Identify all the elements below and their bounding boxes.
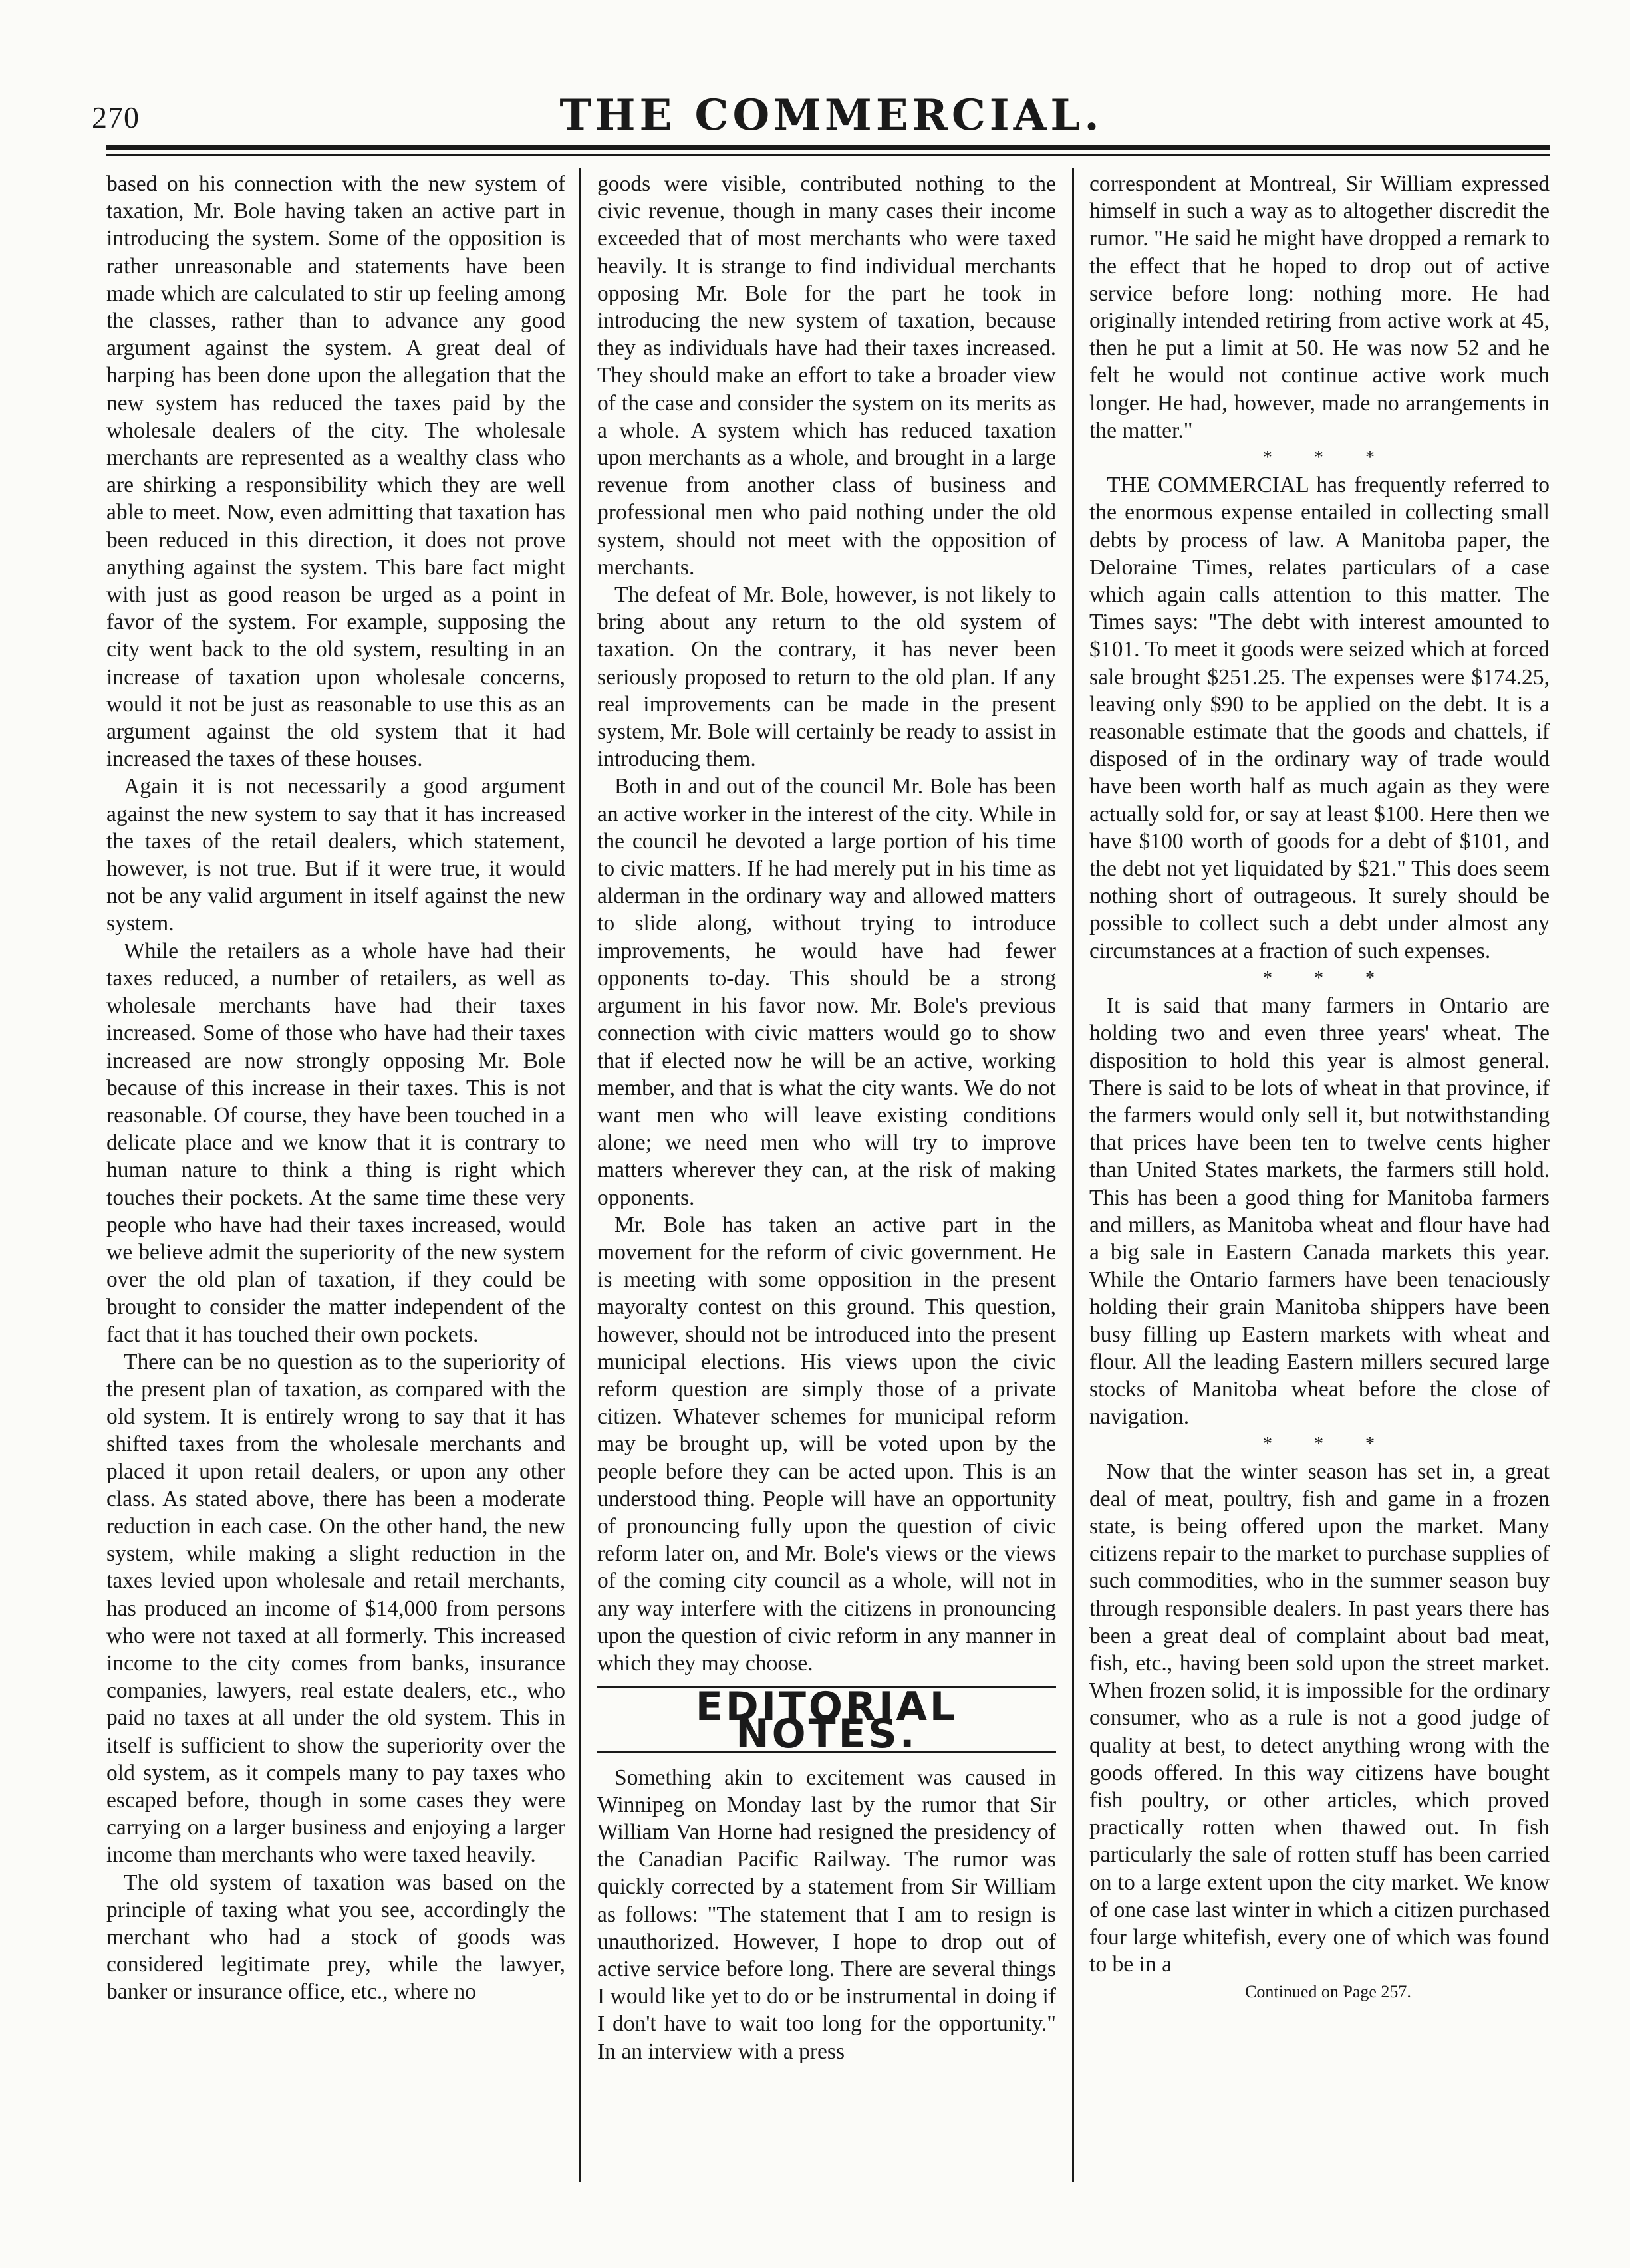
section-ornament: * * * bbox=[1263, 447, 1393, 469]
continued-notice: Continued on Page 257. bbox=[1245, 1982, 1411, 2002]
column-3 bbox=[1089, 170, 1550, 2218]
header-rule-thick bbox=[106, 145, 1550, 150]
article-paragraph: Both in and out of the council Mr. Bole has been an active worker in the interest of the city. While in the council he devoted a large portion of his time to civic matters. If he had merely put in his time as alderman in the ordinary way and allowed matters to slide along, without trying to introduce improvements, he would have had fewer opponents to-day. This should be a strong argument in his favor now. Mr. Bole's previous connection with civic matters would go to show that if elected now he will be an active, working member, and that is what the city wants. We do not want men who will leave existing conditions alone; we need men who will try to improve matters wherever they can, at the risk of making opponents. bbox=[597, 774, 1056, 1210]
column-divider bbox=[579, 168, 581, 2182]
article-paragraph: While the retailers as a whole have had their taxes reduced, a number of retailers, as well as wholesale merchants have had their taxes increased. Some of those who have had their taxes increased are now strongly opposing Mr. Bole because of this increase in their taxes. This is not reasonable. Of course, they have been touched in a delicate place and we know that it is contrary to human nature to think a thing is right which touches their pockets. At the same time these very people who have had their taxes increased, would we believe admit the superiority of the new system over the old plan of taxation, if they could be brought to consider the matter independent of the fact that it has touched their own pockets. bbox=[106, 938, 565, 1347]
column-divider bbox=[1072, 168, 1074, 2182]
article-paragraph: based on his connection with the new system of taxation, Mr. Bole having taken an active part in introducing the system. Some of the opposition is rather unreasonable and statements have been made which are calculated to stir up feeling among the classes, rather than to advance any good argument against the system. A great deal of harping has been done upon the allegation that the new system has reduced the taxes paid by the wholesale dealers of the city. The wholesale merchants are represented as a wealthy class who are shirking a responsibility which they are well able to meet. Now, even admitting that taxation has been reduced in this direction, it does not prove anything against the system. This bare fact might with just as good reason be urged as a point in favor of the system. For example, supposing the city went back to the old system, resulting in an increase of taxation upon wholesale concerns, would it not be just as reasonable to use this as an argument against the old system that it had increased the taxes of these houses. bbox=[106, 172, 565, 772]
article-paragraph: Mr. Bole has taken an active part in the movement for the reform of civic government. He is meeting with some opposition in the present mayoralty contest on this ground. This question, however, should not be introduced into the present municipal elections. His views upon the civic reform question are simply those of a private citizen. Whatever schemes for municipal reform may be brought up, will be voted upon by the people before they can be acted upon. This is an understood thing. People will have an opportunity of pronouncing fully upon the question of civic reform later on, and Mr. Bole's views or the views of the coming city council as a whole, will not in any way interfere with the citizens in pronouncing upon the question of civic reform in any manner in which they may choose. bbox=[597, 1212, 1056, 1676]
column-2 bbox=[597, 170, 1056, 2198]
article-paragraph: Now that the winter season has set in, a great deal of meat, poultry, fish and game in a frozen state, is being offered upon the market. Many citizens repair to the market to purchase supplies of such commodities, who in the summer season buy through responsible dealers. In past years there has been a great deal of complaint about bad meat, fish, etc., having been sold upon the street market. When frozen solid, it is impossible for the ordinary consumer, who as a rule is not a good judge of quality at best, to detect anything wrong with the goods offered. In this way citizens have bought fish poultry, or other articles, which proved practically rotten when thawed out. In fish particularly the sale of rotten stuff has been carried on to a large extent upon the city market. We know of one case last winter in which a citizen purchased four large whitefish, every one of which was found to be in a bbox=[1089, 1459, 1550, 1977]
editorial-notes-title: EDITORIAL NOTES. bbox=[597, 1686, 1056, 1753]
section-ornament: * * * bbox=[1263, 967, 1393, 989]
article-paragraph: correspondent at Montreal, Sir William expressed himself in such a way as to altogether discredit the rumor. "He said he might have dropped a remark to the effect that he hoped to drop out of active service before long: nothing more. He had originally intended retiring from active work at 45, then he put a limit at 50. He was now 52 and he felt he would not continue active work much longer. He had, however, made no arrangements in the matter." bbox=[1089, 172, 1550, 443]
article-paragraph: Something akin to excitement was caused in Winnipeg on Monday last by the rumor that Sir William Van Horne had resigned the presidency of the Canadian Pacific Railway. The rumor was quickly corrected by a statement from Sir William as follows: "The statement that I am to resign is unauthorized. However, I hope to drop out of active service before long. There are several things I would like yet to do or be instrumental in doing if I don't have to wait too long for the opportunity." In an interview with a press bbox=[597, 1765, 1056, 2064]
masthead-title: THE COMMERCIAL. bbox=[559, 90, 1103, 140]
article-paragraph: The old system of taxation was based on the principle of taxing what you see, accordingly the merchant who had a stock of goods was considered legitimate prey, while the lawyer, banker or insurance office, etc., where no bbox=[106, 1870, 565, 2005]
article-paragraph: Again it is not necessarily a good argument against the new system to say that it has increased the taxes of the retail dealers, which statement, however, is not true. But if it were true, it would not be any valid argument in itself against the new system. bbox=[106, 774, 565, 936]
section-ornament: * * * bbox=[1263, 1434, 1393, 1455]
article-paragraph: There can be no question as to the superiority of the present plan of taxation, as compared with the old system. It is entirely wrong to say that it has shifted taxes from the wholesale merchants and placed it upon retail dealers, or upon any other class. As stated above, there has been a moderate reduction in each case. On the other hand, the new system, while making a slight reduction in the taxes levied upon wholesale and retail merchants, has produced an income of $14,000 from persons who were not taxed at all formerly. This increased income to the city comes from banks, insurance companies, lawyers, real estate dealers, etc., who paid no taxes at all under the old system. This in itself is sufficient to show the superiority over the old system, as it compels many to pay taxes who escaped before, though in some cases they were carrying on a larger business and enjoying a larger income than merchants who were taxed heavily. bbox=[106, 1349, 565, 1868]
article-paragraph: goods were visible, contributed nothing to the civic revenue, though in many cases their income exceeded that of most merchants who were taxed heavily. It is strange to find individual merchants opposing Mr. Bole for the part he took in introducing the new system of taxation, because they as individuals have had their taxes increased. They should make an effort to take a broader view of the case and consider the system on its merits as a whole. A system which has reduced taxation upon merchants as a whole, and brought in a large revenue from another class of business and professional men who paid nothing under the old system, should not meet with the opposition of merchants. bbox=[597, 172, 1056, 580]
article-paragraph: It is said that many farmers in Ontario are holding two and even three years' wheat. The disposition to hold this year is almost general. There is said to be lots of wheat in that province, if the farmers would only sell it, but notwithstanding that prices have been ten to twelve cents higher than United States markets, the farmers still hold. This has been a good thing for Manitoba farmers and millers, as Manitoba wheat and flour have had a big sale in Eastern Canada markets this year. While the Ontario farmers have been tenaciously holding their grain Manitoba shippers have been busy filling up Eastern markets with wheat and flour. All the leading Eastern millers secured large stocks of Manitoba wheat before the close of navigation. bbox=[1089, 993, 1550, 1430]
header-rule-thin bbox=[106, 154, 1550, 156]
editorial-notes-heading bbox=[597, 1684, 1056, 1758]
page-number: 270 bbox=[92, 100, 140, 134]
article-paragraph: The defeat of Mr. Bole, however, is not likely to bring about any return to the old system of taxation. On the contrary, it has never been seriously proposed to return to the old plan. If any real improvements can be made in the present system, Mr. Bole will certainly be ready to assist in introducing them. bbox=[597, 582, 1056, 772]
article-paragraph: THE COMMERCIAL has frequently referred to the enormous expense entailed in collecting small debts by process of law. A Manitoba paper, the Deloraine Times, relates particulars of a case which again calls attention to this matter. The Times says: "The debt with interest amounted to $101. To meet it goods were seized which at forced sale brought $251.25. The expenses were $174.25, leaving only $90 to be applied on the debt. It is a reasonable estimate that the goods and chattels, if disposed of in the ordinary way of trade would have been worth half as much again as they were actually sold for, or say at least $100. Here then we have $100 worth of goods for a debt of $101, and the debt not yet liquidated by $21." This does seem nothing short of outrageous. It surely should be possible to collect such a debt under almost any circumstances at a fraction of such expenses. bbox=[1089, 473, 1550, 963]
column-1 bbox=[106, 170, 565, 2198]
